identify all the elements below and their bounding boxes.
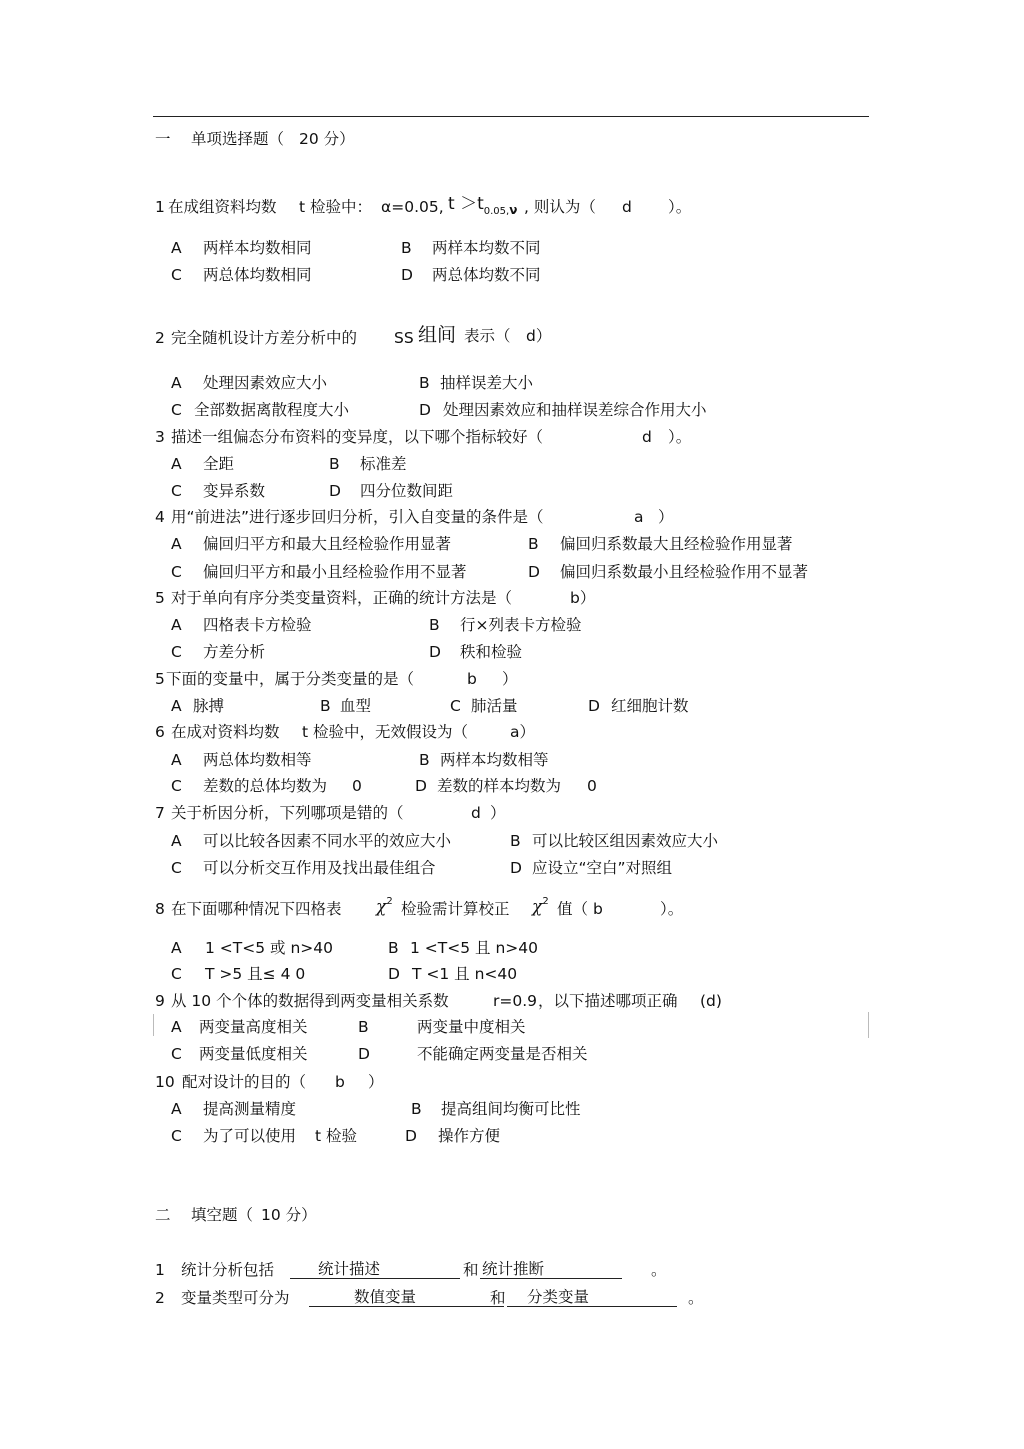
section1-points: 20 分）	[299, 130, 355, 148]
f2-number: 2	[155, 1289, 165, 1307]
q10-option-c-t: t 检验	[315, 1127, 358, 1145]
q7-option-c-letter: C	[171, 859, 182, 877]
q2-option-d: 处理因素效应和抽样误差综合作用大小	[443, 401, 707, 419]
q2-option-d-letter: D	[419, 401, 431, 419]
q3-answer: d	[642, 428, 652, 446]
q6-option-a: 两总体均数相等	[203, 751, 312, 769]
q9-r-value: r=0.9	[493, 992, 538, 1010]
q7-option-a-letter: A	[171, 832, 182, 850]
q8-option-b: 1 <T<5 且 n>40	[410, 939, 538, 957]
q1-close: ）。	[668, 198, 692, 216]
q5b-option-c-letter: C	[450, 697, 461, 715]
q6-option-c: 差数的总体均数为	[203, 777, 328, 795]
q9-option-a-letter: A	[171, 1018, 182, 1036]
q6-option-d-letter: D	[415, 777, 427, 795]
q4-option-b: 偏回归系数最大且经检验作用显著	[560, 535, 793, 553]
q2-text-2: 表示（	[464, 327, 511, 345]
q5b-option-b-letter: B	[320, 697, 331, 715]
q7-option-c: 可以分析交互作用及找出最佳组合	[203, 859, 436, 877]
q10-number: 10	[155, 1073, 175, 1091]
q6-answer: a）	[510, 723, 535, 741]
q7-answer: d	[471, 804, 481, 822]
q8-option-c: T >5 且≤ 4 0	[205, 965, 306, 983]
q8-chi-2: χ	[532, 897, 543, 917]
q2-ss-subscript: 组间	[418, 324, 457, 346]
q8-chi-square-2	[532, 892, 549, 917]
q5a-option-c: 方差分析	[203, 643, 266, 661]
q8-chi-sq-2: 2	[542, 896, 549, 907]
q5b-text: 下面的变量中，属于分类变量的是（	[166, 670, 415, 688]
section2-number: 二	[155, 1206, 171, 1224]
q7-option-b-letter: B	[510, 832, 521, 850]
q5a-answer: b）	[570, 589, 596, 607]
q5b-number: 5	[155, 670, 165, 688]
q1-condition-tail: , 则认为（	[524, 198, 596, 216]
q1-text: 在成组资料均数	[168, 198, 277, 216]
q5b-option-a: 脉搏	[193, 697, 225, 715]
q5b-answer: b	[467, 670, 477, 688]
q6-option-d-value: 0	[587, 777, 597, 795]
q7-close: ）	[490, 804, 506, 822]
q5a-option-b: 行×列表卡方检验	[460, 616, 582, 634]
right-margin-mark	[868, 1012, 869, 1038]
f1-blank-2[interactable]: 统计推断	[480, 1260, 622, 1279]
q9-text: 从 10 个个体的数据得到两变量相关系数	[171, 992, 449, 1010]
q8-chi-square-1	[376, 892, 393, 917]
q5b-option-d-letter: D	[588, 697, 600, 715]
q5b-option-b: 血型	[340, 697, 372, 715]
q6-number: 6	[155, 723, 165, 741]
q1-option-d: 两总体均数不同	[432, 266, 541, 284]
section1-title: 单项选择题（	[191, 130, 285, 148]
q1-number: 1	[155, 198, 165, 216]
q2-option-c-letter: C	[171, 401, 182, 419]
q2-option-b: 抽样误差大小	[440, 374, 534, 392]
q9-option-c-letter: C	[171, 1045, 182, 1063]
q3-option-b-letter: B	[329, 455, 340, 473]
q7-option-d: 应设立“空白”对照组	[532, 859, 673, 877]
q1-option-a-letter: A	[171, 239, 182, 257]
q6-option-b-letter: B	[419, 751, 430, 769]
q10-option-d-letter: D	[405, 1127, 417, 1145]
q8-chi-sq-1: 2	[386, 896, 393, 907]
q9-option-b: 两变量中度相关	[417, 1018, 526, 1036]
q6-text-2: t 检验中，无效假设为（	[302, 723, 469, 741]
q2-option-b-letter: B	[419, 374, 430, 392]
q1-condition-main: t ＞t	[448, 194, 484, 214]
q8-close: ）。	[660, 900, 684, 918]
section1-number: 一	[155, 130, 171, 148]
q10-option-d: 操作方便	[438, 1127, 501, 1145]
q1-answer: d	[622, 198, 632, 216]
q5a-text: 对于单向有序分类变量资料，正确的统计方法是（	[171, 589, 513, 607]
q10-option-b: 提高组间均衡可比性	[441, 1100, 581, 1118]
q5b-close: ）	[502, 670, 518, 688]
q7-option-b: 可以比较区组因素效应大小	[532, 832, 719, 850]
q9-number: 9	[155, 992, 165, 1010]
q8-chi-1: χ	[376, 897, 387, 917]
q10-close: ）	[368, 1073, 384, 1091]
q4-option-b-letter: B	[528, 535, 539, 553]
q5a-option-b-letter: B	[429, 616, 440, 634]
q4-option-a: 偏回归平方和最大且经检验作用显著	[203, 535, 452, 553]
q7-option-a: 可以比较各因素不同水平的效应大小	[203, 832, 452, 850]
q8-answer: b	[593, 900, 603, 918]
q7-number: 7	[155, 804, 165, 822]
q2-ss: SS	[394, 329, 414, 347]
q4-option-d: 偏回归系数最小且经检验作用不显著	[560, 563, 809, 581]
q8-number: 8	[155, 900, 165, 918]
q3-number: 3	[155, 428, 165, 446]
q10-option-c: 为了可以使用	[203, 1127, 297, 1145]
q6-option-c-value: 0	[352, 777, 362, 795]
q6-option-c-letter: C	[171, 777, 182, 795]
q1-option-a: 两样本均数相同	[203, 239, 312, 257]
q1-condition-nu: ν	[509, 203, 518, 217]
q10-option-c-letter: C	[171, 1127, 182, 1145]
q8-option-b-letter: B	[388, 939, 399, 957]
left-margin-mark	[153, 1014, 154, 1036]
q6-option-b: 两样本均数相等	[440, 751, 549, 769]
q4-option-a-letter: A	[171, 535, 182, 553]
q4-close: ）	[658, 508, 674, 526]
q3-option-c-letter: C	[171, 482, 182, 500]
q6-option-a-letter: A	[171, 751, 182, 769]
q3-option-c: 变异系数	[203, 482, 266, 500]
f1-end: 。	[651, 1261, 667, 1279]
q9-option-a: 两变量高度相关	[199, 1018, 308, 1036]
q1-condition-sub: 0.05,	[483, 206, 510, 217]
q8-text-3: 值（	[557, 900, 589, 918]
q3-option-b: 标准差	[360, 455, 407, 473]
q9-option-d-letter: D	[358, 1045, 370, 1063]
q6-option-d: 差数的样本均数为	[437, 777, 562, 795]
q8-option-d: T <1 且 n<40	[412, 965, 518, 983]
q8-option-a: 1 <T<5 或 n>40	[205, 939, 333, 957]
q10-option-a-letter: A	[171, 1100, 182, 1118]
q5b-option-a-letter: A	[171, 697, 182, 715]
f2-and: 和	[490, 1289, 506, 1307]
q1-option-b: 两样本均数不同	[432, 239, 541, 257]
top-rule	[153, 116, 869, 117]
q10-option-b-letter: B	[411, 1100, 422, 1118]
f2-end: 。	[688, 1289, 704, 1307]
f1-blank-1[interactable]: 统计描述	[290, 1260, 460, 1279]
q10-option-a: 提高测量精度	[203, 1100, 297, 1118]
q1-option-c: 两总体均数相同	[203, 266, 312, 284]
q3-option-d-letter: D	[329, 482, 341, 500]
q2-number: 2	[155, 329, 165, 347]
q8-option-d-letter: D	[388, 965, 400, 983]
q8-text: 在下面哪种情况下四格表	[171, 900, 342, 918]
q2-option-a: 处理因素效应大小	[203, 374, 328, 392]
q2-option-c: 全部数据离散程度大小	[194, 401, 350, 419]
q3-option-d: 四分位数间距	[360, 482, 454, 500]
q1-option-d-letter: D	[401, 266, 413, 284]
q10-text: 配对设计的目的（	[182, 1073, 307, 1091]
q1-option-c-letter: C	[171, 266, 182, 284]
section2-title: 填空题（	[191, 1206, 254, 1224]
q4-option-d-letter: D	[528, 563, 540, 581]
q9-option-b-letter: B	[358, 1018, 369, 1036]
q4-answer: a	[634, 508, 644, 526]
q4-number: 4	[155, 508, 165, 526]
f1-text: 统计分析包括	[181, 1261, 275, 1279]
q9-answer: (d)	[700, 992, 722, 1010]
q7-text: 关于析因分析，下列哪项是错的（	[171, 804, 404, 822]
q9-text-2: ，以下描述哪项正确	[538, 992, 678, 1010]
q2-answer: d）	[526, 327, 552, 345]
q8-text-2: 检验需计算校正	[401, 900, 510, 918]
q6-text: 在成对资料均数	[171, 723, 280, 741]
f1-and: 和	[463, 1261, 479, 1279]
q5a-option-d-letter: D	[429, 643, 441, 661]
q10-answer: b	[335, 1073, 345, 1091]
q7-option-d-letter: D	[510, 859, 522, 877]
section2-points: 10 分）	[261, 1206, 317, 1224]
q3-option-a: 全距	[203, 455, 235, 473]
q1-t-word: t 检验中：	[299, 198, 373, 216]
q3-close: ）。	[668, 428, 692, 446]
q2-text: 完全随机设计方差分析中的	[171, 329, 358, 347]
f2-text: 变量类型可分为	[181, 1289, 290, 1307]
q1-condition	[448, 194, 517, 222]
f2-blank-2[interactable]: 分类变量	[507, 1288, 677, 1307]
f1-number: 1	[155, 1261, 165, 1279]
q8-option-c-letter: C	[171, 965, 182, 983]
q5b-option-c: 肺活量	[471, 697, 518, 715]
q8-option-a-letter: A	[171, 939, 182, 957]
q5a-option-d: 秩和检验	[460, 643, 523, 661]
q3-option-a-letter: A	[171, 455, 182, 473]
q5a-number: 5	[155, 589, 165, 607]
q5b-option-d: 红细胞计数	[611, 697, 689, 715]
q5a-option-c-letter: C	[171, 643, 182, 661]
q3-text: 描述一组偏态分布资料的变异度，以下哪个指标较好（	[171, 428, 544, 446]
q9-option-d: 不能确定两变量是否相关	[417, 1045, 588, 1063]
q9-option-c: 两变量低度相关	[199, 1045, 308, 1063]
q2-option-a-letter: A	[171, 374, 182, 392]
q5a-option-a: 四格表卡方检验	[203, 616, 312, 634]
q5a-option-a-letter: A	[171, 616, 182, 634]
q4-option-c-letter: C	[171, 563, 182, 581]
q1-option-b-letter: B	[401, 239, 412, 257]
f2-blank-1[interactable]: 数值变量	[309, 1288, 504, 1307]
q4-option-c: 偏回归平方和最小且经检验作用不显著	[203, 563, 467, 581]
q1-alpha: α=0.05,	[381, 198, 444, 216]
q4-text: 用“前进法”进行逐步回归分析，引入自变量的条件是（	[171, 508, 544, 526]
